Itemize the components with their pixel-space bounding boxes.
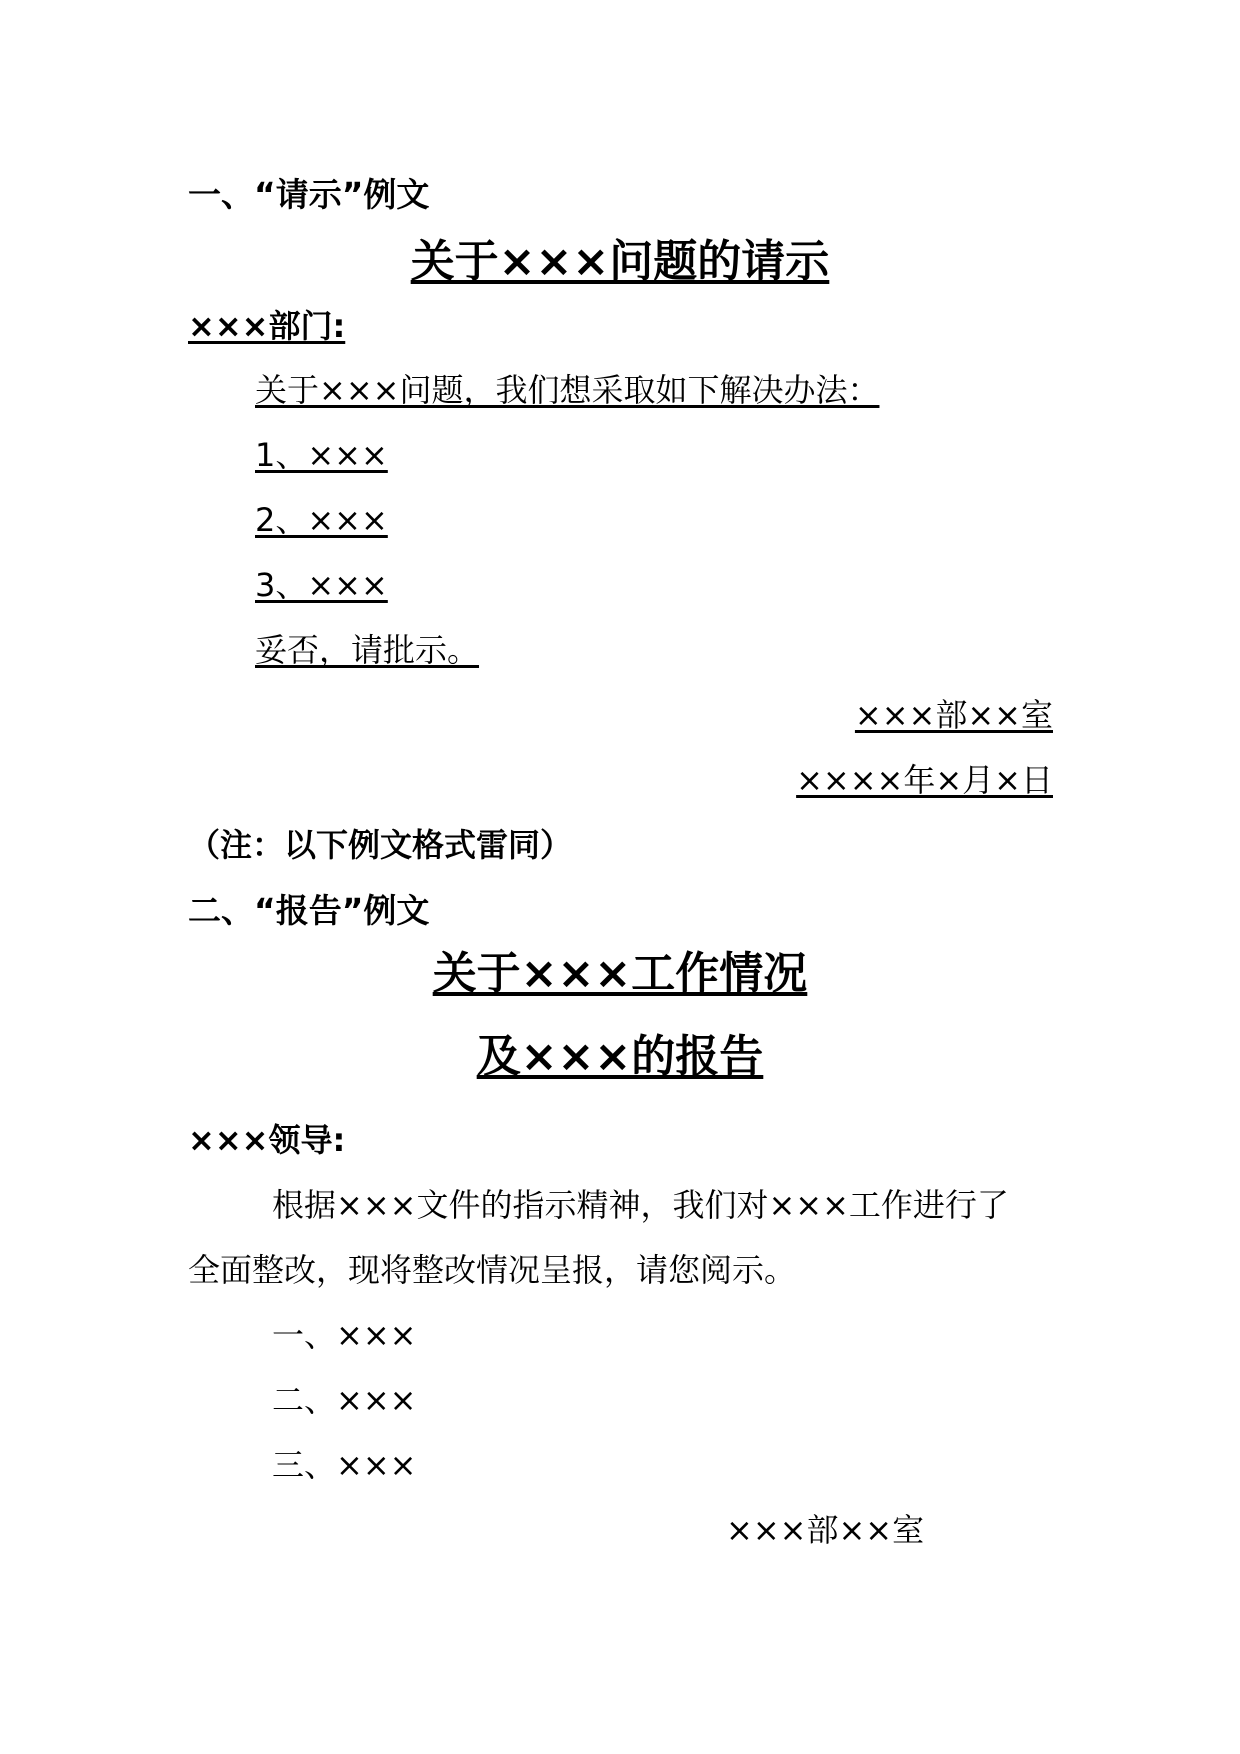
section1-intro: 关于×××问题，我们想采取如下解决办法： — [255, 371, 880, 409]
section2-signature: ×××部××室 — [726, 1511, 925, 1549]
section2-salutation: ×××领导: — [188, 1121, 346, 1159]
section1-item-1: 1、××× — [255, 436, 388, 474]
section1-title: 关于×××问题的请示 — [410, 236, 830, 287]
section1-signature: ×××部××室 — [854, 696, 1053, 734]
section1-date: ××××年×月×日 — [796, 761, 1053, 799]
section2-title-line1: 关于×××工作情况 — [432, 948, 808, 999]
format-note: （注：以下例文格式雷同） — [188, 826, 573, 864]
section2-paragraph-line1: 根据×××文件的指示精神，我们对×××工作进行了 — [272, 1186, 1009, 1224]
section2-item-2: 二、××× — [272, 1381, 417, 1419]
section2-paragraph-line2: 全面整改，现将整改情况呈报，请您阅示。 — [188, 1251, 797, 1289]
section1-heading: 一、“请示”例文 — [188, 175, 430, 214]
section1-closing: 妥否，请批示。 — [255, 631, 480, 669]
section2-heading: 二、“报告”例文 — [188, 891, 430, 930]
section1-salutation: ×××部门: — [188, 307, 346, 345]
section1-item-2: 2、××× — [255, 501, 388, 539]
section2-title-line2: 及×××的报告 — [476, 1031, 764, 1082]
section2-item-1: 一、××× — [272, 1316, 417, 1354]
section2-item-3: 三、××× — [272, 1446, 417, 1484]
section1-item-3: 3、××× — [255, 566, 388, 604]
